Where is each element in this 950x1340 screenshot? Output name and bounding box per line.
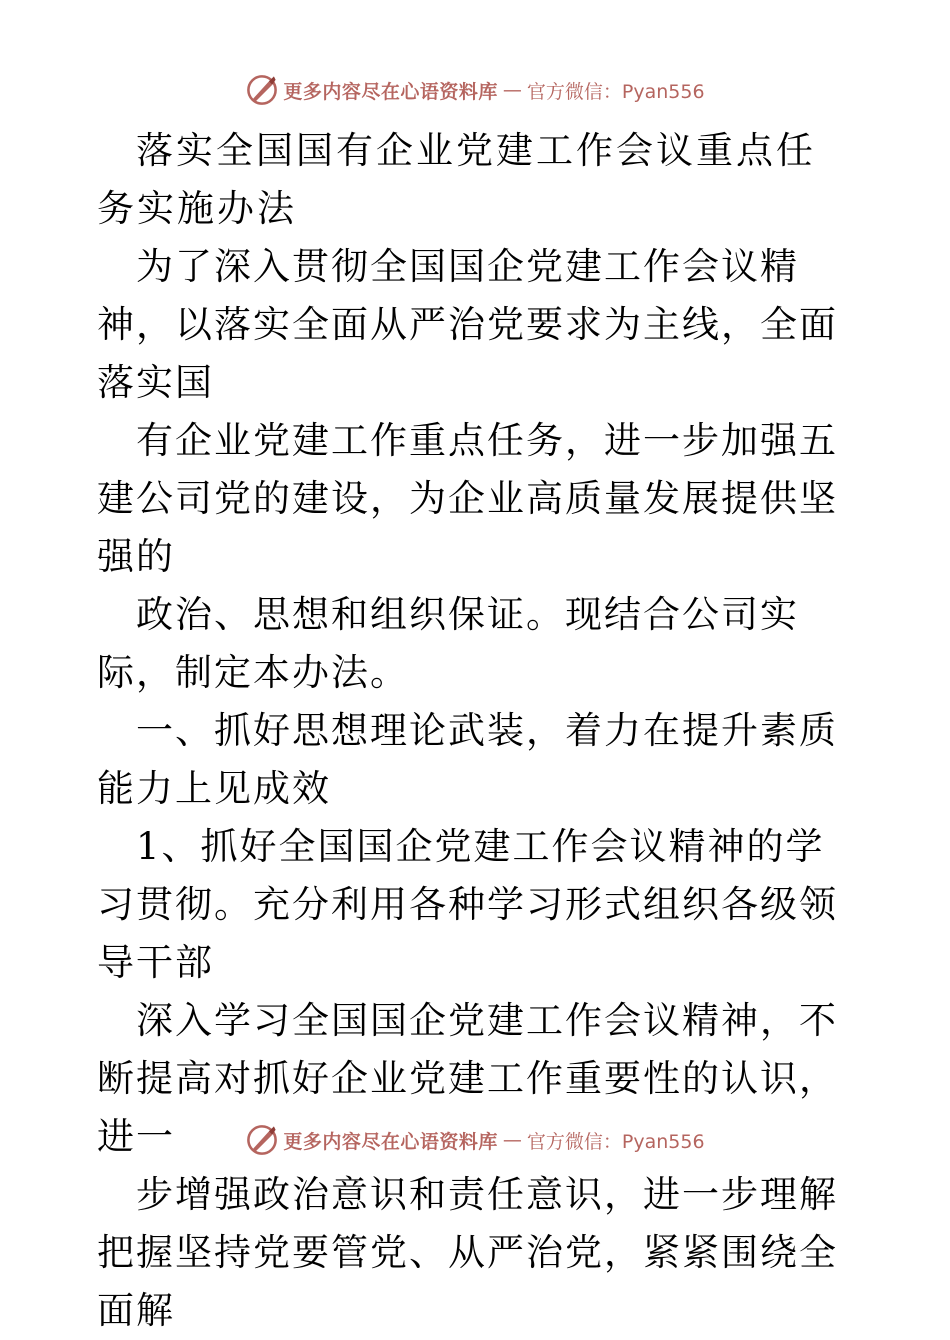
paragraph: 深入学习全国国企党建工作会议精神，不断提高对抓好企业党建工作重要性的认识，进一: [97, 999, 838, 1158]
paragraph: 为了深入贯彻全国国企党建工作会议精神，以落实全面从严治党要求为主线，全面落实国: [97, 245, 838, 404]
banner-contact: 官方微信：Pyan556: [526, 1130, 705, 1153]
footer-banner-inner: [245, 1123, 704, 1157]
quill-logo-icon: [245, 1123, 279, 1157]
banner-dash: —: [502, 1129, 522, 1151]
document-title: 落实全国国有企业党建工作会议重点任务实施办法: [97, 129, 816, 230]
banner-tagline: 更多内容尽在心语资料库: [283, 80, 498, 103]
paragraph: 有企业党建工作重点任务，进一步加强五建公司党的建设，为企业高质量发展提供坚强的: [97, 419, 838, 578]
banner-dash: —: [502, 79, 522, 101]
paragraph: 政治、思想和组织保证。现结合公司实际，制定本办法。: [97, 593, 799, 694]
banner-contact: 官方微信：Pyan556: [526, 80, 705, 103]
paragraph: 1、抓好全国国企党建工作会议精神的学习贯彻。充分利用各种学习形式组织各级领导干部: [97, 825, 838, 984]
paragraph: 步增强政治意识和责任意识，进一步理解把握坚持党要管党、从严治党，紧紧围绕全面解: [97, 1173, 838, 1332]
footer-banner: [0, 1120, 950, 1160]
section-heading: 一、抓好思想理论武装，着力在提升素质能力上见成效: [97, 709, 838, 810]
banner-tagline: 更多内容尽在心语资料库: [283, 1130, 498, 1153]
header-banner-inner: [245, 73, 704, 107]
header-banner: [0, 70, 950, 110]
quill-logo-icon: [245, 73, 279, 107]
